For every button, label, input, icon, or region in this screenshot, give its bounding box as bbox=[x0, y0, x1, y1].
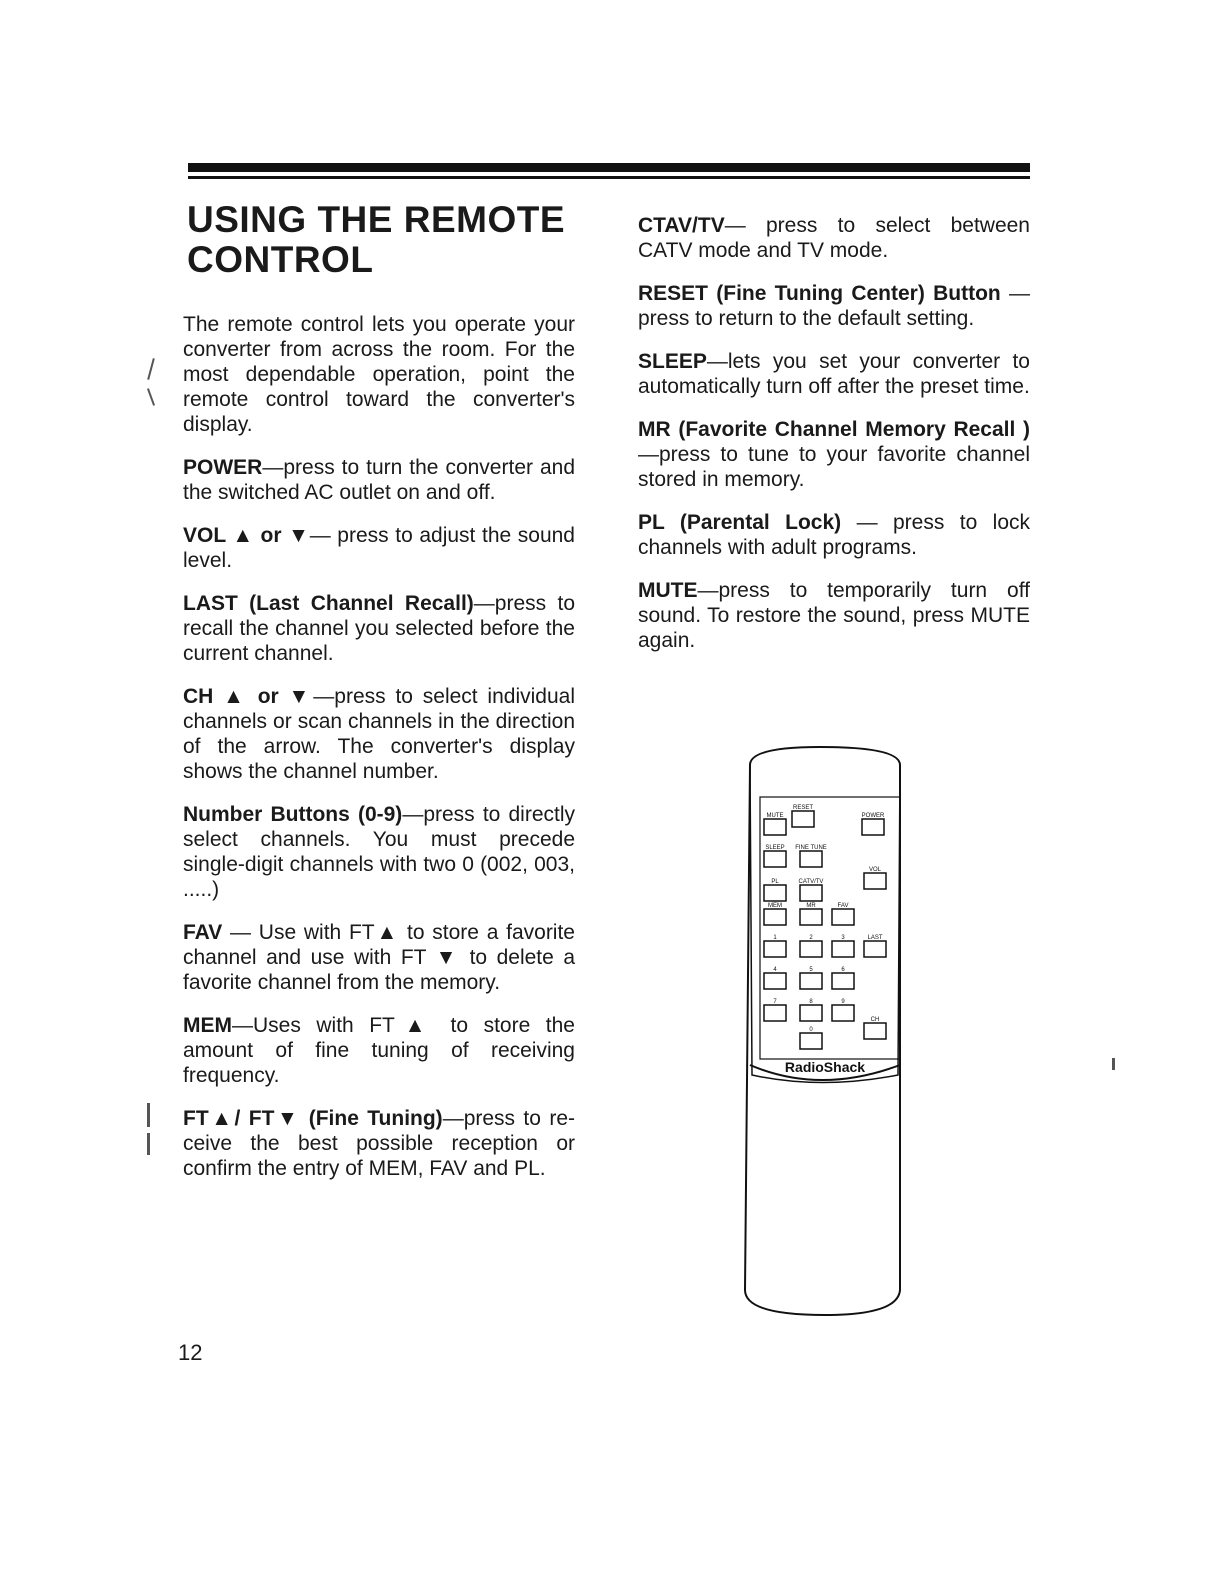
remote-button-label: 9 bbox=[841, 999, 845, 1005]
left-column bbox=[183, 200, 575, 1199]
remote-control-illustration bbox=[740, 745, 910, 1320]
remote-button-label: 6 bbox=[841, 967, 845, 973]
term-label: CH ▲ or ▼ bbox=[183, 685, 314, 708]
remote-button-label: FINE TUNE bbox=[795, 845, 827, 851]
remote-button-fine-tune bbox=[800, 851, 822, 867]
term-label: LAST (Last Channel Recall) bbox=[183, 592, 474, 615]
description-text: — press to select between CATV mode and TV mode. bbox=[638, 214, 1030, 262]
paragraph bbox=[638, 417, 1030, 492]
remote-button-power bbox=[862, 819, 884, 835]
scan-speck bbox=[1112, 1058, 1115, 1070]
remote-button-reset bbox=[792, 811, 814, 827]
description-text: —press to select individual channels or scan channels in the direction of the arrow. The converter's display shows the channel number. bbox=[183, 685, 575, 783]
remote-button-label: MEM bbox=[768, 903, 782, 909]
remote-button-label: 3 bbox=[841, 935, 845, 941]
remote-button-label: RESET bbox=[792, 805, 814, 811]
description-text: —press to directly select channels. You must precede single-digit channels with two 0 (002, 003, .....) bbox=[183, 803, 575, 901]
right-column bbox=[638, 213, 1030, 671]
term-label: SLEEP bbox=[638, 350, 707, 373]
paragraph bbox=[638, 281, 1030, 331]
paragraph bbox=[638, 349, 1030, 399]
remote-button-mute bbox=[764, 819, 786, 835]
remote-button-last bbox=[864, 941, 886, 957]
remote-button-n4 bbox=[764, 973, 786, 989]
term-label: CTAV/TV bbox=[638, 214, 725, 237]
remote-button-label: CATV/TV bbox=[798, 879, 824, 885]
scan-speck bbox=[147, 388, 155, 406]
term-label: RESET (Fine Tuning Center) Button bbox=[638, 282, 1001, 305]
remote-button-vol bbox=[864, 873, 886, 889]
term-label: FT▲/ FT▼ (Fine Tuning) bbox=[183, 1107, 443, 1130]
paragraph bbox=[183, 1013, 575, 1088]
remote-button-label: SLEEP bbox=[765, 845, 785, 851]
remote-button-n0 bbox=[800, 1033, 822, 1049]
description-text: —press to return to the default setting. bbox=[638, 282, 1031, 330]
page-title: USING THE REMOTE CONTROL bbox=[187, 199, 566, 280]
term-label: PL (Parental Lock) bbox=[638, 511, 842, 534]
scan-speck bbox=[147, 1133, 150, 1155]
paragraph bbox=[183, 455, 575, 505]
description-text: — press to lock channels with adult programs. bbox=[638, 511, 1030, 559]
paragraph bbox=[183, 523, 575, 573]
scan-speck bbox=[147, 358, 155, 380]
description-text: —press to re-ceive the best possible reception or confirm the entry of MEM, FAV and PL. bbox=[183, 1107, 575, 1180]
remote-button-n5 bbox=[800, 973, 822, 989]
remote-button-label: 2 bbox=[809, 935, 813, 941]
remote-button-n8 bbox=[800, 1005, 822, 1021]
term-label: VOL ▲ or ▼ bbox=[183, 524, 310, 547]
paragraph bbox=[638, 578, 1030, 653]
scan-speck bbox=[147, 1103, 150, 1127]
remote-button-pl bbox=[764, 885, 786, 901]
remote-button-catv-tv bbox=[800, 885, 822, 901]
remote-button-fav bbox=[832, 909, 854, 925]
remote-button-n3 bbox=[832, 941, 854, 957]
remote-button-label: 8 bbox=[809, 999, 813, 1005]
remote-button-n6 bbox=[832, 973, 854, 989]
description-text: —press to turn the converter and the switched AC outlet on and off. bbox=[183, 456, 575, 504]
description-text: —lets you set your converter to automatically turn off after the preset time. bbox=[638, 350, 1030, 398]
remote-button-label: POWER bbox=[861, 813, 885, 819]
remote-button-label: VOL bbox=[868, 867, 882, 873]
description-text: —Uses with FT▲ to store the amount of fine tuning of receiving frequency. bbox=[183, 1014, 575, 1087]
term-label: MR (Favorite Channel Memory Recall ) bbox=[638, 418, 1030, 441]
term-label: MUTE bbox=[638, 579, 698, 602]
description-text: —press to temporarily turn off sound. To restore the sound, press MUTE again. bbox=[638, 579, 1030, 652]
description-text: —press to tune to your favorite channel stored in memory. bbox=[638, 443, 1030, 491]
remote-button-label: 7 bbox=[773, 999, 777, 1005]
paragraph bbox=[638, 510, 1030, 560]
remote-button-n2 bbox=[800, 941, 822, 957]
header-rule-thick bbox=[188, 163, 1030, 172]
remote-button-label: CH bbox=[870, 1017, 880, 1023]
remote-button-label: PL bbox=[771, 879, 779, 885]
remote-button-n9 bbox=[832, 1005, 854, 1021]
paragraph bbox=[638, 213, 1030, 263]
remote-button-label: 0 bbox=[809, 1027, 813, 1033]
description-text: — press to adjust the sound level. bbox=[183, 524, 575, 572]
remote-button-label: FAV bbox=[837, 903, 849, 909]
remote-button-label: MR bbox=[806, 903, 816, 909]
term-label: MEM bbox=[183, 1014, 232, 1037]
remote-button-label: MUTE bbox=[766, 813, 784, 819]
remote-button-label: LAST bbox=[867, 935, 883, 941]
remote-button-n7 bbox=[764, 1005, 786, 1021]
paragraph bbox=[183, 684, 575, 784]
remote-button-label: 4 bbox=[773, 967, 777, 973]
remote-button-mr bbox=[800, 909, 822, 925]
header-rule-thin bbox=[188, 176, 1030, 179]
remote-button-label: 1 bbox=[773, 935, 777, 941]
remote-brand: RadioShack bbox=[784, 1059, 866, 1075]
paragraph bbox=[183, 802, 575, 902]
term-label: POWER bbox=[183, 456, 263, 479]
description-text: —press to recall the channel you selected before the current channel. bbox=[183, 592, 576, 665]
remote-button-n1 bbox=[764, 941, 786, 957]
paragraph bbox=[183, 920, 575, 995]
term-label: FAV bbox=[183, 921, 223, 944]
description-text: — Use with FT▲ to store a favorite channel and use with FT ▼ to delete a favorite channel from the memory. bbox=[183, 921, 575, 994]
page-number: 12 bbox=[178, 1340, 203, 1365]
term-label: Number Buttons (0-9) bbox=[183, 803, 403, 826]
remote-button-label: 5 bbox=[809, 967, 813, 973]
paragraph bbox=[183, 591, 575, 666]
paragraph bbox=[183, 312, 575, 437]
remote-button-mem bbox=[764, 909, 786, 925]
paragraph bbox=[183, 1106, 575, 1181]
description-text: The remote control lets you operate your converter from across the room. For the most dependable operation, point the remote control toward the converter's display. bbox=[183, 313, 575, 436]
remote-button-ch bbox=[864, 1023, 886, 1039]
remote-button-sleep bbox=[764, 851, 786, 867]
